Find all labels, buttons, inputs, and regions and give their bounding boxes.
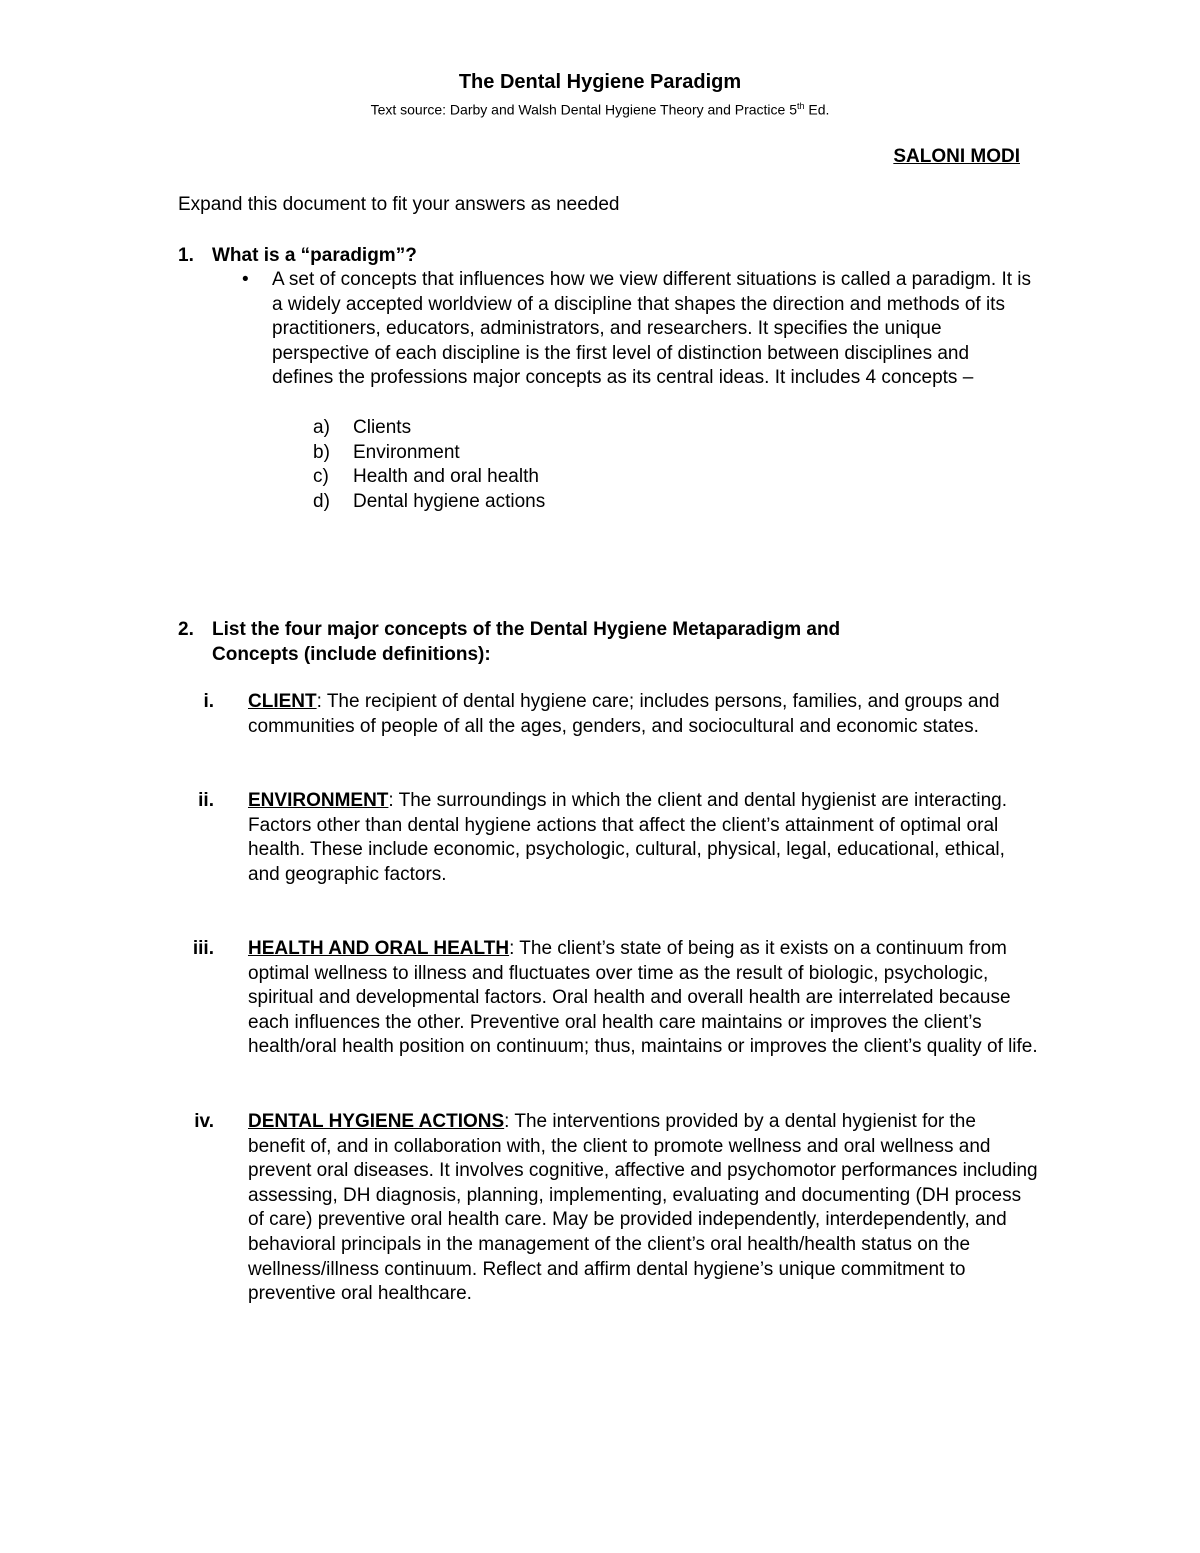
definition-numeral: ii. bbox=[198, 790, 214, 811]
definition-text: : The recipient of dental hygiene care; includes persons, families, and groups and communities of people of all the ages, genders, and sociocultural and economic states. bbox=[248, 691, 1000, 737]
definition-body bbox=[248, 1110, 1038, 1307]
question-1-text: What is a “paradigm”? bbox=[212, 245, 417, 266]
list-item-label: b) bbox=[313, 441, 330, 463]
bullet-icon: • bbox=[242, 269, 249, 290]
definition-term: ENVIRONMENT bbox=[248, 790, 389, 811]
definition-body bbox=[248, 690, 1038, 739]
instructions: Expand this document to fit your answers as needed bbox=[178, 194, 620, 215]
definition-text: : The client’s state of being as it exists on a continuum from optimal wellness to illness and fluctuates over time as the result of biologic, psychologic, spiritual and developmental factors. Oral health and overall health are interrelated because each influences the other. Preventive oral health care maintains or improves the client’s health/oral health position on continuum; thus, maintains or improves the client’s quality of life. bbox=[248, 938, 1038, 1058]
paradigm-definition: A set of concepts that influences how we view different situations is called a paradigm. It is a widely accepted worldview of a discipline that shapes the direction and methods of its practitioners, educators, administrators, and researchers. It specifies the unique perspective of each discipline is the first level of distinction between disciplines and defines the professions major concepts as its central ideas. It includes 4 concepts – bbox=[272, 269, 1031, 389]
edition-superscript: th bbox=[797, 101, 805, 111]
question-1-number: 1. bbox=[178, 245, 194, 266]
question-2-number: 2. bbox=[178, 619, 194, 640]
question-2-text-line-1: List the four major concepts of the Dental Hygiene Metaparadigm and bbox=[212, 619, 841, 640]
list-item-label: d) bbox=[313, 490, 330, 512]
text-source-main: Text source: Darby and Walsh Dental Hygiene Theory and Practice 5 bbox=[370, 101, 797, 118]
question-2-text-line-2: Concepts (include definitions): bbox=[212, 644, 491, 665]
definition-term: HEALTH AND ORAL HEALTH bbox=[248, 938, 510, 959]
list-item-text: Clients bbox=[353, 417, 412, 438]
list-item-text: Health and oral health bbox=[353, 466, 539, 488]
list-item-label: c) bbox=[313, 466, 329, 488]
definition-text: : The interventions provided by a dental hygienist for the benefit of, and in collaboration with, the client to promote wellness and oral wellness and prevent oral diseases. It involves cognitive, affective and psychomotor performances including assessing, DH diagnosis, planning, implementing, evaluating and documenting (DH process of care) preventive oral health care. May be provided independently, interdependently, and behavioral principals in the management of the client’s oral health/health status on the wellness/illness continuum. Reflect and affirm dental hygiene’s unique commitment to preventive oral healthcare. bbox=[248, 1111, 1038, 1305]
author-name: SALONI MODI bbox=[893, 146, 1020, 167]
text-source-end: Ed. bbox=[804, 101, 830, 118]
list-item-text: Environment bbox=[353, 441, 460, 463]
document-title: The Dental Hygiene Paradigm bbox=[458, 71, 742, 93]
list-item-label: a) bbox=[313, 417, 330, 438]
definition-term: CLIENT bbox=[248, 691, 317, 712]
definition-body bbox=[248, 789, 1038, 887]
text-source bbox=[0, 97, 1200, 119]
definition-term: DENTAL HYGIENE ACTIONS bbox=[248, 1111, 505, 1132]
definition-numeral: iv. bbox=[194, 1111, 214, 1132]
definition-numeral: iii. bbox=[192, 938, 214, 959]
definition-numeral: i. bbox=[203, 691, 214, 712]
list-item-text: Dental hygiene actions bbox=[353, 490, 546, 512]
definition-text: : The surroundings in which the client and dental hygienist are interacting. Factors other than dental hygiene actions that affect the client’s attainment of optimal oral health. These include economic, psychologic, cultural, physical, legal, educational, ethical, and geographic factors. bbox=[248, 790, 1007, 885]
definition-body bbox=[248, 937, 1038, 1060]
